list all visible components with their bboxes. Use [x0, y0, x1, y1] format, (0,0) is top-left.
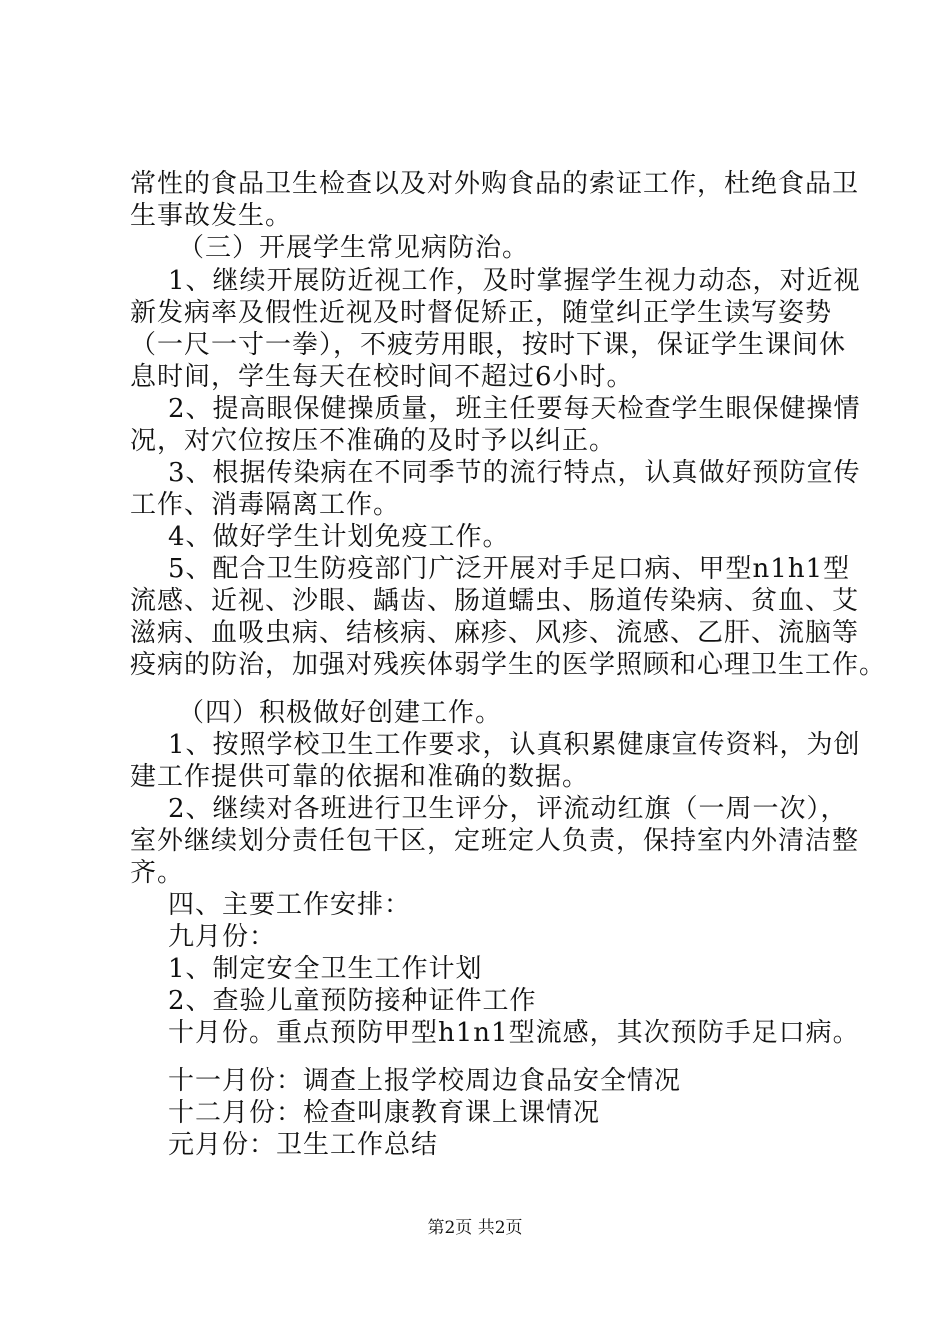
text-line: 3、根据传染病在不同季节的流行特点，认真做好预防宣传	[168, 458, 861, 488]
text-line: 常性的食品卫生检查以及对外购食品的索证工作，杜绝食品卫	[130, 169, 860, 199]
text-line: 滋病、血吸虫病、结核病、麻疹、风疹、流感、乙肝、流脑等	[130, 618, 860, 648]
section-heading: （四）积极做好创建工作。	[178, 698, 503, 728]
text-line: 生事故发生。	[130, 201, 293, 231]
text-line: 2、提高眼保健操质量，班主任要每天检查学生眼保健操情	[168, 394, 861, 424]
text-line: 室外继续划分责任包干区，定班定人负责，保持室内外清洁整	[130, 826, 860, 856]
text-line: 十月份。重点预防甲型h1n1型流感，其次预防手足口病。	[168, 1018, 860, 1048]
text-line: （一尺一寸一拳），不疲劳用眼，按时下课，保证学生课间休	[130, 330, 847, 360]
text-line: 元月份：卫生工作总结	[168, 1130, 439, 1160]
text-line: 况，对穴位按压不准确的及时予以纠正。	[130, 426, 617, 456]
text-line: 齐。	[130, 858, 185, 888]
text-line: 流感、近视、沙眼、龋齿、肠道蠕虫、肠道传染病、贫血、艾	[130, 586, 860, 616]
page-number-footer: 第2页 共2页	[427, 1218, 523, 1238]
text-line: 1、制定安全卫生工作计划	[168, 954, 483, 984]
text-line: 疫病的防治，加强对残疾体弱学生的医学照顾和心理卫生工作。	[130, 650, 887, 680]
text-line: 十一月份：调查上报学校周边食品安全情况	[168, 1066, 682, 1096]
text-line: 十二月份：检查叫康教育课上课情况	[168, 1098, 601, 1128]
text-line: 九月份：	[168, 922, 277, 952]
text-line: 建工作提供可靠的依据和准确的数据。	[130, 762, 590, 792]
text-line: 工作、消毒隔离工作。	[130, 490, 401, 520]
text-line: 5、配合卫生防疫部门广泛开展对手足口病、甲型n1h1型	[168, 554, 851, 584]
text-line: 1、继续开展防近视工作，及时掌握学生视力动态，对近视	[168, 266, 861, 296]
text-line: 2、继续对各班进行卫生评分，评流动红旗（一周一次），	[168, 794, 848, 824]
text-line: 2、查验儿童预防接种证件工作	[168, 986, 537, 1016]
section-heading: 四、主要工作安排：	[168, 890, 412, 920]
text-line: 新发病率及假性近视及时督促矫正，随堂纠正学生读写姿势	[130, 298, 833, 328]
text-line: 息时间，学生每天在校时间不超过6小时。	[130, 362, 634, 392]
section-heading: （三）开展学生常见病防治。	[178, 233, 530, 263]
text-line: 1、按照学校卫生工作要求，认真积累健康宣传资料，为创	[168, 730, 861, 760]
text-line: 4、做好学生计划免疫工作。	[168, 522, 510, 552]
